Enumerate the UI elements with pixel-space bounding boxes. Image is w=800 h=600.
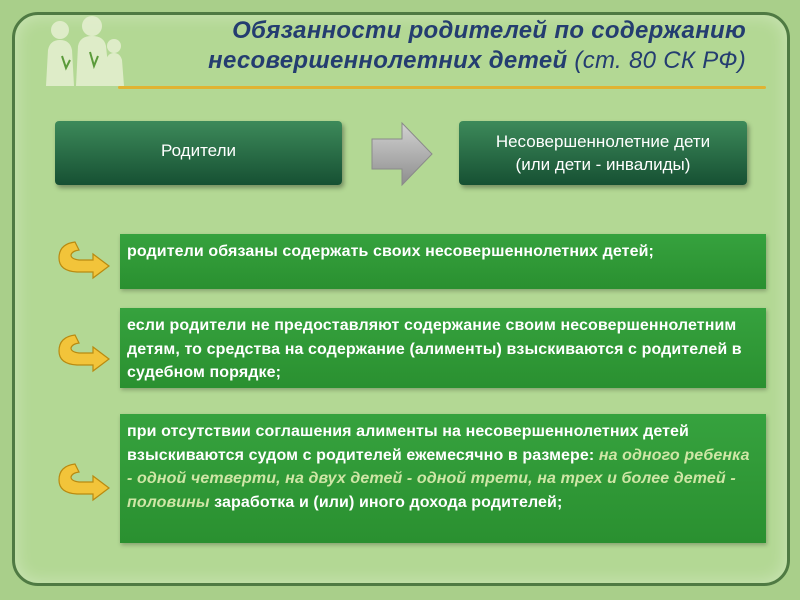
title-main: Обязанности родителей по содержанию несовершеннолетних детей	[208, 17, 746, 74]
curved-arrow-bullet-icon	[55, 460, 111, 502]
item-text-highlight: на одного ребенка - одной четверти, на двух детей - одной трети, на трех и более детей - половины	[127, 446, 750, 511]
item-text: родители обязаны содержать своих несовершеннолетних детей;	[127, 243, 654, 260]
parents-label: Родители	[161, 140, 236, 160]
title-article-ref: (ст. 80 СК РФ)	[574, 47, 746, 74]
curved-arrow-bullet-icon	[55, 238, 111, 280]
item-text-after: заработка и (или) иного дохода родителей;	[209, 493, 563, 511]
item-text-before: при отсутствии соглашения алименты на несовершеннолетних детей взыскиваются судом с родителей ежемесячно в размере:	[127, 423, 689, 464]
title-divider	[118, 86, 766, 89]
parents-box	[55, 121, 342, 185]
item-text: если родители не предоставляют содержание своим несовершеннолетним детям, то средства на содержание (алименты) взыскиваются с родителей в судебном порядке;	[127, 317, 742, 381]
arrow-right-icon	[370, 121, 434, 187]
page-title	[96, 16, 746, 76]
children-label-line2: (или дети - инвалиды)	[515, 155, 691, 174]
list-item	[120, 414, 766, 543]
list-item	[120, 234, 766, 289]
curved-arrow-bullet-icon	[55, 331, 111, 373]
list-item	[120, 308, 766, 388]
children-label-line1: Несовершеннолетние дети	[495, 132, 711, 151]
children-box	[459, 121, 747, 185]
